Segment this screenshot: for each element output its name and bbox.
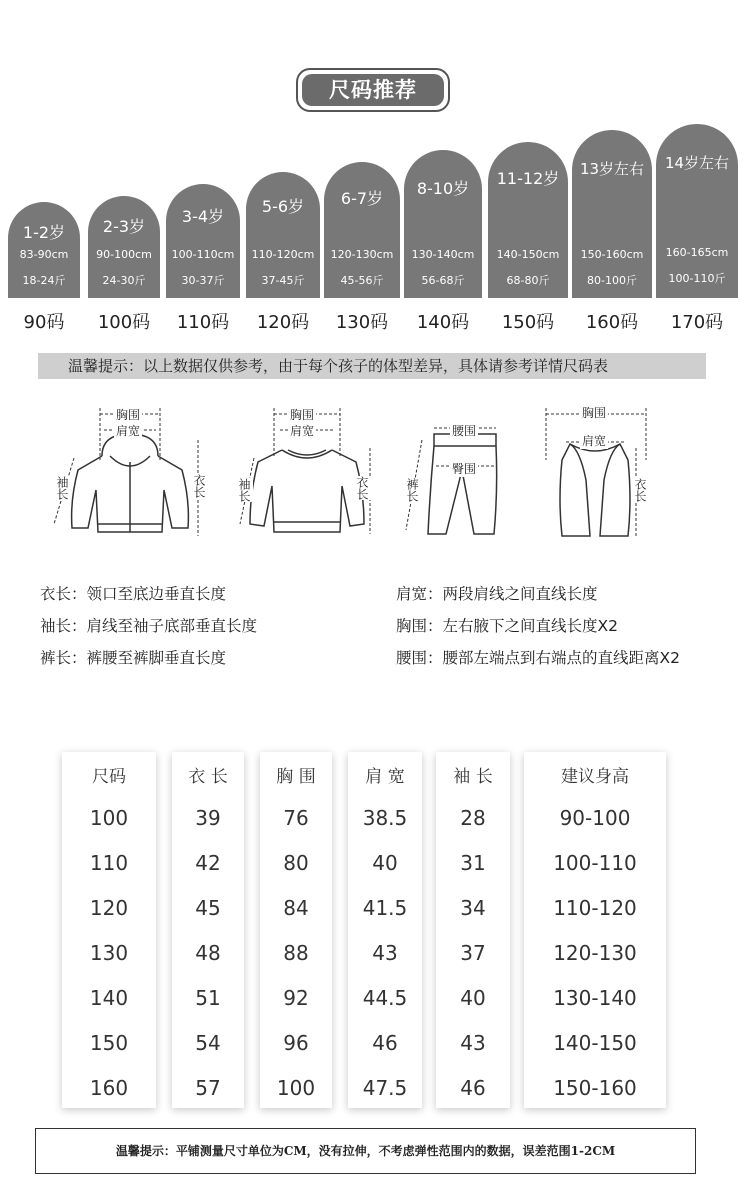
table-cell: 40: [460, 986, 486, 1010]
table-cell: 100: [276, 1076, 316, 1100]
size-weight: 45-56斤: [340, 274, 384, 287]
table-cell: 150: [89, 1031, 129, 1055]
table-cell: 110: [89, 851, 129, 875]
page-title: 尺码推荐: [302, 74, 444, 106]
size-code: 140码: [416, 312, 470, 333]
table-column-chest: [260, 752, 332, 1108]
table-cell: 96: [283, 1031, 309, 1055]
size-age: 11-12岁: [496, 169, 560, 188]
size-weight: 80-100斤: [587, 274, 637, 287]
size-height: 160-165cm: [665, 246, 729, 259]
waist-label: 腰围: [452, 424, 477, 438]
table-cell: 28: [460, 806, 486, 830]
sleeve-label: 袖长: [55, 476, 69, 500]
size-height: 150-160cm: [580, 248, 644, 261]
length-label: 衣长: [355, 476, 369, 500]
size-height: 130-140cm: [411, 248, 475, 261]
title-badge: [296, 68, 450, 112]
table-cell: 76: [283, 806, 309, 830]
table-cell: 46: [460, 1076, 486, 1100]
size-weight: 30-37斤: [181, 274, 225, 287]
table-cell: 120: [89, 896, 129, 920]
table-column-height: [524, 752, 666, 1108]
size-card: [404, 150, 482, 298]
size-height: 120-130cm: [330, 248, 394, 261]
size-age: 8-10岁: [416, 179, 470, 198]
size-code: 90码: [23, 312, 65, 333]
table-cell: 44.5: [362, 986, 408, 1010]
table-cell: 120-130: [553, 941, 637, 965]
definition-waist: 腰围：腰部左端点到右端点的直线距离X2: [396, 649, 680, 667]
table-cell: 43: [460, 1031, 486, 1055]
size-card: [488, 142, 568, 298]
size-weight: 100-110斤: [668, 272, 726, 285]
table-cell: 48: [195, 941, 221, 965]
table-cell: 34: [460, 896, 486, 920]
table-cell: 140-150: [553, 1031, 637, 1055]
shoulder-label: 肩宽: [582, 434, 607, 448]
size-weight: 18-24斤: [22, 274, 66, 287]
table-cell: 31: [460, 851, 486, 875]
length-label: 衣长: [192, 474, 206, 498]
size-card: [246, 172, 320, 298]
size-card: [324, 162, 400, 298]
size-card: [656, 124, 738, 298]
sweater-diagram: [232, 400, 382, 550]
table-cell: 100-110: [553, 851, 637, 875]
table-header: 尺码: [92, 767, 126, 787]
table-cell: 42: [195, 851, 221, 875]
size-age: 6-7岁: [340, 189, 384, 208]
table-cell: 41.5: [362, 896, 408, 920]
definition-chest: 胸围：左右腋下之间直线长度X2: [396, 617, 618, 635]
table-cell: 130-140: [553, 986, 637, 1010]
size-height: 100-110cm: [171, 248, 235, 261]
table-cell: 100: [89, 806, 129, 830]
size-weight: 56-68斤: [421, 274, 465, 287]
jacket-diagram: [40, 400, 220, 550]
table-cell: 46: [372, 1031, 398, 1055]
table-column-size: [62, 752, 156, 1108]
table-column-shoulder: [348, 752, 422, 1108]
size-age: 13岁左右: [579, 160, 645, 178]
table-cell: 160: [89, 1076, 129, 1100]
table-cell: 57: [195, 1076, 221, 1100]
size-card: [572, 130, 652, 298]
hip-label: 臀围: [452, 462, 477, 476]
shoulder-label: 肩宽: [290, 424, 315, 438]
table-cell: 110-120: [553, 896, 637, 920]
size-height: 90-100cm: [96, 248, 152, 261]
vest-illustration: [540, 400, 660, 550]
chest-label: 胸围: [116, 408, 141, 422]
size-weight: 68-80斤: [506, 274, 550, 287]
size-code: 120码: [256, 312, 310, 333]
table-header: 肩 宽: [365, 767, 405, 787]
table-header: 袖 长: [453, 767, 493, 787]
chest-label: 胸围: [582, 406, 607, 420]
table-cell: 150-160: [553, 1076, 637, 1100]
table-cell: 38.5: [362, 806, 408, 830]
definition-sleeve: 袖长：肩线至袖子底部垂直长度: [40, 617, 258, 635]
size-code: 110码: [176, 312, 230, 333]
table-header: 胸 围: [276, 767, 316, 787]
size-card: [88, 196, 160, 298]
size-card: [166, 184, 240, 298]
measurement-note: 温馨提示：平铺测量尺寸单位为CM，没有拉伸，不考虑弹性范围内的数据，误差范围1-2CM: [35, 1128, 696, 1174]
notice-bar: 温馨提示：以上数据仅供参考，由于每个孩子的体型差异，具体请参考详情尺码表: [38, 353, 706, 379]
size-card: [8, 202, 80, 298]
length-label: 衣长: [633, 478, 647, 502]
size-code: 150码: [501, 312, 555, 333]
table-cell: 90-100: [559, 806, 631, 830]
table-cell: 40: [372, 851, 398, 875]
table-cell: 80: [283, 851, 309, 875]
table-cell: 84: [283, 896, 309, 920]
pants-length-label: 裤长: [405, 478, 419, 502]
table-cell: 88: [283, 941, 309, 965]
size-height: 110-120cm: [251, 248, 315, 261]
table-cell: 130: [89, 941, 129, 965]
size-weight: 24-30斤: [102, 274, 146, 287]
table-cell: 140: [89, 986, 129, 1010]
vest-diagram: [540, 400, 660, 550]
table-cell: 37: [460, 941, 486, 965]
table-cell: 54: [195, 1031, 221, 1055]
size-age: 5-6岁: [261, 197, 305, 216]
chest-label: 胸围: [290, 408, 315, 422]
size-code: 100码: [97, 312, 151, 333]
table-header: 建议身高: [561, 767, 629, 787]
table-cell: 45: [195, 896, 221, 920]
table-column-length: [172, 752, 244, 1108]
size-age: 14岁左右: [664, 154, 730, 172]
pants-diagram: [400, 400, 510, 550]
table-cell: 51: [195, 986, 221, 1010]
size-height: 83-90cm: [19, 248, 69, 261]
size-code: 160码: [585, 312, 639, 333]
size-code: 130码: [335, 312, 389, 333]
size-age: 2-3岁: [102, 217, 146, 236]
table-cell: 47.5: [362, 1076, 408, 1100]
size-age: 1-2岁: [22, 223, 66, 242]
table-cell: 39: [195, 806, 221, 830]
table-column-sleeve: [436, 752, 510, 1108]
size-weight: 37-45斤: [261, 274, 305, 287]
table-cell: 92: [283, 986, 309, 1010]
sleeve-label: 袖长: [237, 478, 251, 502]
size-code: 170码: [670, 312, 724, 333]
size-height: 140-150cm: [496, 248, 560, 261]
table-cell: 43: [372, 941, 398, 965]
definition-pants-length: 裤长：裤腰至裤脚垂直长度: [40, 649, 227, 667]
definition-shoulder: 肩宽：两段肩线之间直线长度: [396, 585, 598, 603]
table-header: 衣 长: [188, 767, 228, 787]
definition-length: 衣长：领口至底边垂直长度: [40, 585, 227, 603]
size-age: 3-4岁: [181, 207, 225, 226]
shoulder-label: 肩宽: [116, 424, 141, 438]
